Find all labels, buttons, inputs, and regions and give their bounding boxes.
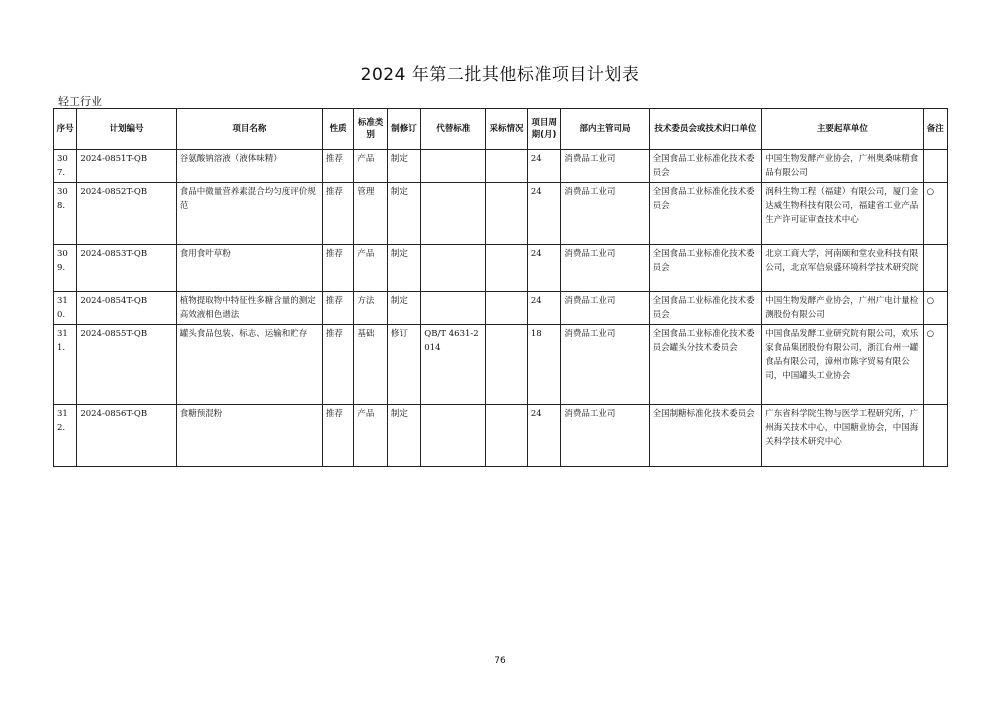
- cell-committee: 全国食品工业标准化技术委员会: [649, 245, 762, 292]
- header-std-type: 标准类别: [354, 109, 387, 150]
- cell-note: [923, 405, 947, 467]
- cell-replace: [421, 150, 486, 183]
- cell-adopt: [486, 405, 528, 467]
- cell-adopt: [486, 150, 528, 183]
- cell-replace: [421, 405, 486, 467]
- cell-drafters: 润科生物工程（福建）有限公司，厦门金达威生物科技有限公司，福建省工业产品生产许可证审查技术中心: [762, 183, 923, 245]
- header-committee: 技术委员会或技术归口单位: [649, 109, 762, 150]
- cell-nature: 推荐: [322, 245, 353, 292]
- cell-plan-no: 2024-0855T-QB: [77, 325, 176, 405]
- cell-name: 食用食叶草粉: [176, 245, 322, 292]
- header-revise: 制修订: [387, 109, 420, 150]
- cell-replace: [421, 245, 486, 292]
- cell-period: 18: [527, 325, 560, 405]
- cell-plan-no: 2024-0856T-QB: [77, 405, 176, 467]
- cell-nature: 推荐: [322, 150, 353, 183]
- cell-dept: 消费品工业司: [561, 245, 649, 292]
- page-number: 76: [494, 656, 506, 666]
- cell-dept: 消费品工业司: [561, 325, 649, 405]
- cell-seq: 311.: [54, 325, 77, 405]
- header-name: 项目名称: [176, 109, 322, 150]
- cell-drafters: 北京工商大学，河南颐和堂农业科技有限公司，北京军信泉盛环境科学技术研究院: [762, 245, 923, 292]
- cell-adopt: [486, 325, 528, 405]
- cell-revise: 制定: [387, 292, 420, 325]
- cell-name: 植物提取物中特征性多糖含量的测定 高效液相色谱法: [176, 292, 322, 325]
- cell-adopt: [486, 292, 528, 325]
- cell-dept: 消费品工业司: [561, 150, 649, 183]
- cell-std-type: 产品: [354, 245, 387, 292]
- cell-period: 24: [527, 150, 560, 183]
- cell-std-type: 产品: [354, 150, 387, 183]
- cell-note: ○: [923, 183, 947, 245]
- cell-nature: 推荐: [322, 292, 353, 325]
- header-dept: 部内主管司局: [561, 109, 649, 150]
- cell-committee: 全国食品工业标准化技术委员会: [649, 292, 762, 325]
- cell-adopt: [486, 183, 528, 245]
- cell-period: 24: [527, 245, 560, 292]
- page-title: 2024 年第二批其他标准项目计划表: [360, 65, 640, 85]
- section-label: 轻工行业: [58, 95, 102, 108]
- cell-note: [923, 150, 947, 183]
- table-row: [54, 183, 948, 245]
- cell-note: ○: [923, 292, 947, 325]
- header-plan-no: 计划编号: [77, 109, 176, 150]
- cell-nature: 推荐: [322, 183, 353, 245]
- cell-seq: 309.: [54, 245, 77, 292]
- cell-period: 24: [527, 405, 560, 467]
- cell-seq: 307.: [54, 150, 77, 183]
- cell-dept: 消费品工业司: [561, 183, 649, 245]
- cell-drafters: 广东省科学院生物与医学工程研究所，广州海关技术中心，中国糖业协会，中国海关科学技术研究中心: [762, 405, 923, 467]
- table-row: [54, 405, 948, 467]
- cell-revise: 修订: [387, 325, 420, 405]
- cell-revise: 制定: [387, 245, 420, 292]
- cell-replace: [421, 183, 486, 245]
- cell-period: 24: [527, 183, 560, 245]
- cell-name: 食糖预混粉: [176, 405, 322, 467]
- header-note: 备注: [923, 109, 947, 150]
- cell-committee: 全国食品工业标准化技术委员会: [649, 183, 762, 245]
- table-row: [54, 325, 948, 405]
- cell-note: ○: [923, 325, 947, 405]
- cell-name: 谷氨酸钠溶液（液体味精）: [176, 150, 322, 183]
- cell-seq: 310.: [54, 292, 77, 325]
- header-period: 项目周期(月): [527, 109, 560, 150]
- header-drafters: 主要起草单位: [762, 109, 923, 150]
- cell-nature: 推荐: [322, 325, 353, 405]
- cell-seq: 312.: [54, 405, 77, 467]
- cell-drafters: 中国生物发酵产业协会，广州奥桑味精食品有限公司: [762, 150, 923, 183]
- cell-dept: 消费品工业司: [561, 405, 649, 467]
- cell-drafters: 中国生物发酵产业协会，广州广电计量检测股份有限公司: [762, 292, 923, 325]
- cell-dept: 消费品工业司: [561, 292, 649, 325]
- cell-nature: 推荐: [322, 405, 353, 467]
- header-replace: 代替标准: [421, 109, 486, 150]
- cell-revise: 制定: [387, 405, 420, 467]
- cell-period: 24: [527, 292, 560, 325]
- table-header-row: [54, 109, 948, 150]
- cell-std-type: 管理: [354, 183, 387, 245]
- cell-name: 食品中微量营养素混合均匀度评价规范: [176, 183, 322, 245]
- cell-std-type: 基础: [354, 325, 387, 405]
- cell-committee: 全国制糖标准化技术委员会: [649, 405, 762, 467]
- cell-name: 罐头食品包装、标志、运输和贮存: [176, 325, 322, 405]
- header-adopt: 采标情况: [486, 109, 528, 150]
- table-row: [54, 292, 948, 325]
- header-nature: 性质: [322, 109, 353, 150]
- cell-replace: [421, 292, 486, 325]
- cell-plan-no: 2024-0851T-QB: [77, 150, 176, 183]
- cell-committee: 全国食品工业标准化技术委员会罐头分技术委员会: [649, 325, 762, 405]
- table-row: [54, 150, 948, 183]
- cell-adopt: [486, 245, 528, 292]
- cell-std-type: 方法: [354, 292, 387, 325]
- cell-revise: 制定: [387, 183, 420, 245]
- cell-drafters: 中国食品发酵工业研究院有限公司，欢乐家食品集团股份有限公司，浙江台州一罐食品有限公司，漳州市陈字贸易有限公司，中国罐头工业协会: [762, 325, 923, 405]
- cell-seq: 308.: [54, 183, 77, 245]
- cell-plan-no: 2024-0852T-QB: [77, 183, 176, 245]
- plan-table: [53, 108, 948, 467]
- cell-std-type: 产品: [354, 405, 387, 467]
- cell-note: [923, 245, 947, 292]
- cell-revise: 制定: [387, 150, 420, 183]
- cell-plan-no: 2024-0853T-QB: [77, 245, 176, 292]
- cell-replace: QB/T 4631-2014: [421, 325, 486, 405]
- table-row: [54, 245, 948, 292]
- cell-committee: 全国食品工业标准化技术委员会: [649, 150, 762, 183]
- header-seq: 序号: [54, 109, 77, 150]
- cell-plan-no: 2024-0854T-QB: [77, 292, 176, 325]
